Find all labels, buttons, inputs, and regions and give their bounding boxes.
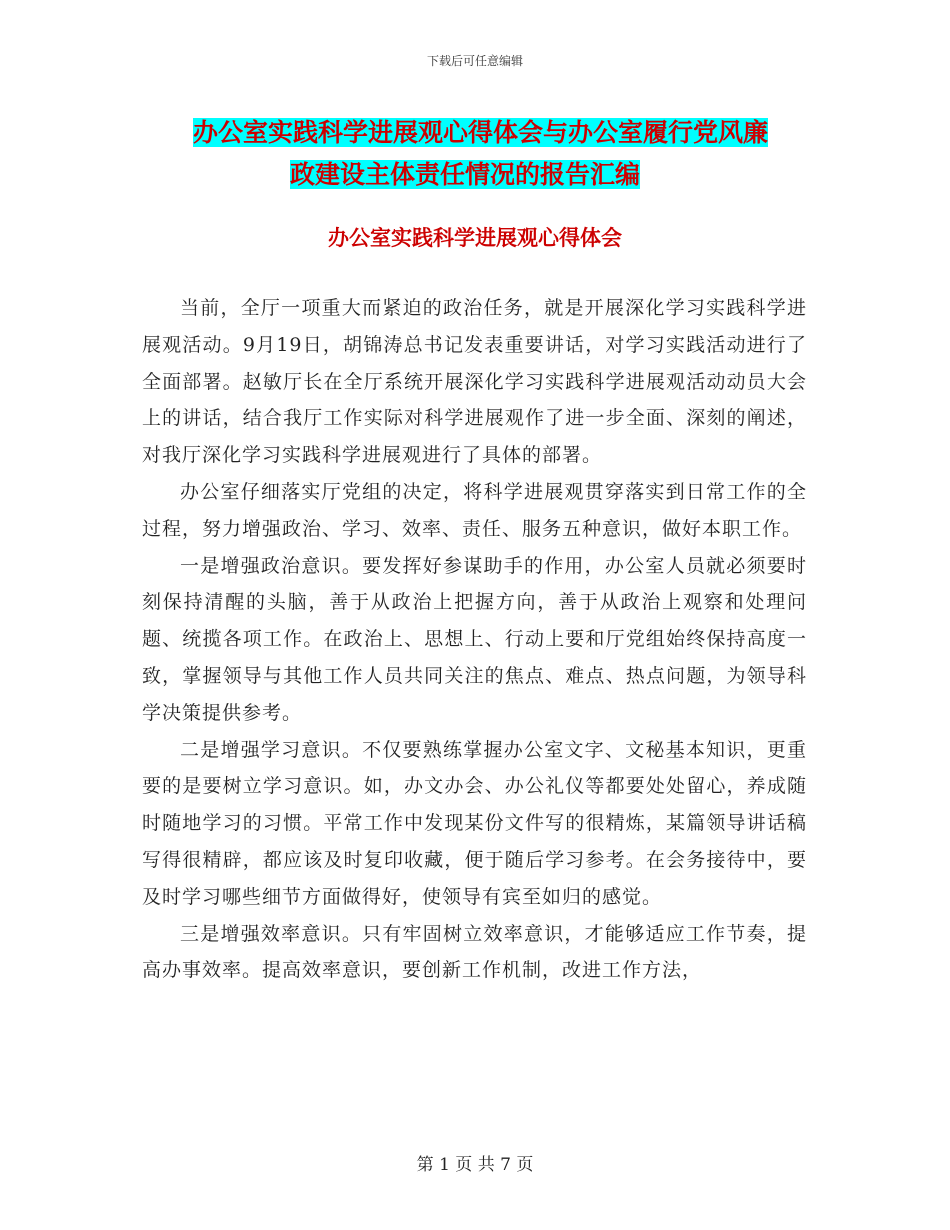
paragraph: 二是增强学习意识。不仅要熟练掌握办公室文字、文秘基本知识，更重要的是要树立学习意识。如，办文办会、办公礼仪等都要处处留心，养成随时随地学习的习惯。平常工作中发现某份文件写的很精炼，某篇领导讲话稿写得很精辟，都应该及时复印收藏，便于随后学习参考。在会务接待中，要及时学习哪些细节方面做得好，使领导有宾至如归的感觉。	[142, 738, 807, 908]
body-text	[142, 290, 807, 989]
title-line-2	[150, 154, 810, 196]
paragraph: 当前，全厅一项重大而紧迫的政治任务，就是开展深化学习实践科学进展观活动。9月19日，胡锦涛总书记发表重要讲话，对学习实践活动进行了全面部署。赵敏厅长在全厅系统开展深化学习实践科学进展观活动动员大会上的讲话，结合我厅工作实际对科学进展观作了进一步全面、深刻的阐述，对我厅深化学习实践科学进展观进行了具体的部署。	[142, 297, 807, 467]
paragraph: 三是增强效率意识。只有牢固树立效率意识，才能够适应工作节奏，提高办事效率。提高效率意识，要创新工作机制，改进工作方法，	[142, 922, 807, 982]
header-note: 下载后可任意编辑	[426, 54, 523, 68]
page-number: 第 1 页 共 7 页	[416, 1155, 534, 1175]
title-line-1-text: 办公室实践科学进展观心得体会与办公室履行党风廉	[193, 118, 769, 147]
section-title: 办公室实践科学进展观心得体会	[328, 226, 622, 250]
document-title	[150, 112, 810, 196]
paragraph: 办公室仔细落实厅党组的决定，将科学进展观贯穿落实到日常工作的全过程，努力增强政治、学习、效率、责任、服务五种意识，做好本职工作。	[142, 480, 807, 540]
paragraph: 一是增强政治意识。要发挥好参谋助手的作用，办公室人员就必须要时刻保持清醒的头脑，善于从政治上把握方向，善于从政治上观察和处理问题、统揽各项工作。在政治上、思想上、行动上要和厅党组始终保持高度一致，掌握领导与其他工作人员共同关注的焦点、难点、热点问题，为领导科学决策提供参考。	[142, 554, 807, 724]
title-line-2-text: 政建设主体责任情况的报告汇编	[290, 160, 641, 189]
title-line-1	[150, 112, 810, 154]
